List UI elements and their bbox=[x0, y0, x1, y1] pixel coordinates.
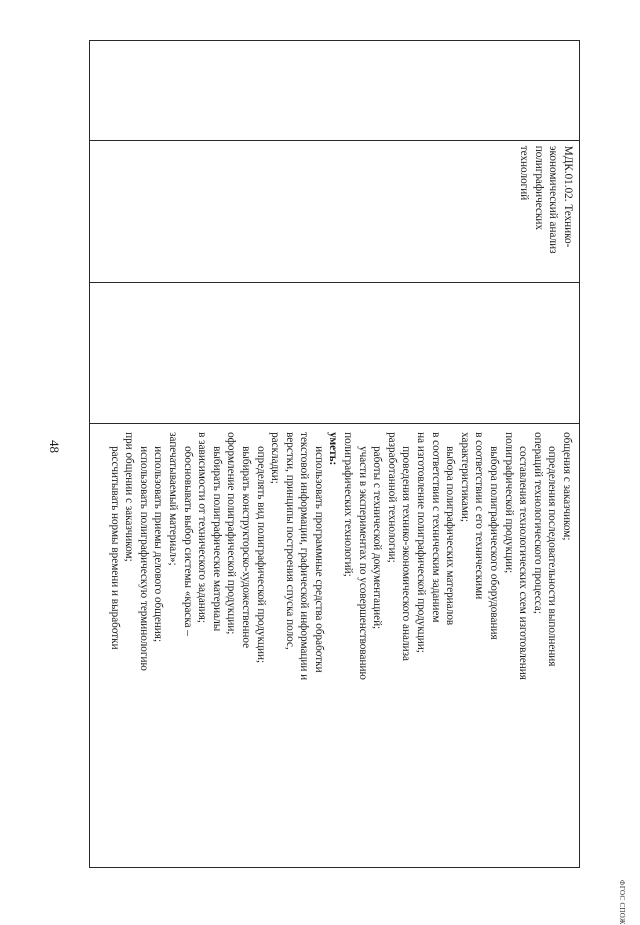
module-cell-line: полиграфических bbox=[532, 145, 545, 230]
content-line: обосновывать выбор системы «краска – bbox=[181, 446, 194, 636]
module-cell-line: экономический анализ bbox=[547, 145, 560, 254]
content-line: полиграфических технологий; bbox=[342, 432, 355, 577]
content-line: определения последовательности выполнения bbox=[546, 446, 559, 667]
content-cell bbox=[90, 424, 579, 867]
content-line: полиграфической продукции; bbox=[502, 432, 515, 574]
content-line: операций технологического процесса; bbox=[531, 432, 544, 614]
content-line: рассчитывать нормы времени и выработки bbox=[108, 446, 121, 650]
module-cell-line: МДК.01.02. Технико- bbox=[562, 145, 574, 248]
content-line: определять вид полиграфической продукции; bbox=[254, 446, 267, 664]
content-line: использовать полиграфическую терминологию bbox=[137, 446, 150, 671]
content-line: использовать программные средства обработки bbox=[312, 446, 325, 673]
content-line: выбирать конструкторско-художественное bbox=[239, 446, 252, 649]
footer-mark: ФГОС СПОЖ bbox=[618, 880, 626, 925]
content-line: характеристиками; bbox=[458, 432, 471, 523]
content-line: выбирать полиграфические материалы bbox=[210, 446, 223, 632]
content-line: раскладки; bbox=[269, 432, 282, 484]
content-line: участи в экспериментах по усовершенствованию bbox=[356, 446, 369, 680]
content-line: текстовой информации, графической информации и bbox=[298, 432, 311, 681]
content-line: при общении с заказчиком; bbox=[123, 432, 136, 562]
module-cell-line: технологий bbox=[518, 145, 531, 201]
content-line: в соответствии с техническим заданием bbox=[429, 432, 442, 623]
content-line: выбора полиграфического оборудования bbox=[488, 446, 501, 640]
content-line: в соответствии с его техническими bbox=[473, 432, 486, 600]
content-line: на изготовление полиграфической продукции; bbox=[415, 432, 428, 653]
content-line: проведения технико-экономического анализа bbox=[400, 446, 413, 661]
content-line: общения с заказчиком; bbox=[561, 432, 573, 541]
table-column-3 bbox=[90, 283, 579, 424]
content-line: оформление полиграфической продукции; bbox=[225, 432, 238, 635]
page-number: 48 bbox=[47, 440, 62, 453]
content-line: запечатываемый материал»; bbox=[166, 432, 179, 566]
content-line: разработанной технологии; bbox=[385, 432, 398, 563]
curriculum-table bbox=[89, 40, 580, 868]
content-line: составления технологических схем изготовления bbox=[517, 446, 530, 680]
table-column-1 bbox=[90, 41, 579, 141]
content-line: верстки, принципы построения спуска полос, bbox=[283, 432, 296, 650]
content-line: уметь: bbox=[327, 432, 340, 466]
content-line: выбора полиграфических материалов bbox=[444, 446, 457, 626]
content-line: в зависимости от технического задания; bbox=[196, 432, 209, 624]
content-line: работы с технической документацией; bbox=[371, 446, 384, 630]
content-line: использовать приемы делового общения; bbox=[152, 446, 165, 643]
module-cell bbox=[90, 141, 579, 284]
